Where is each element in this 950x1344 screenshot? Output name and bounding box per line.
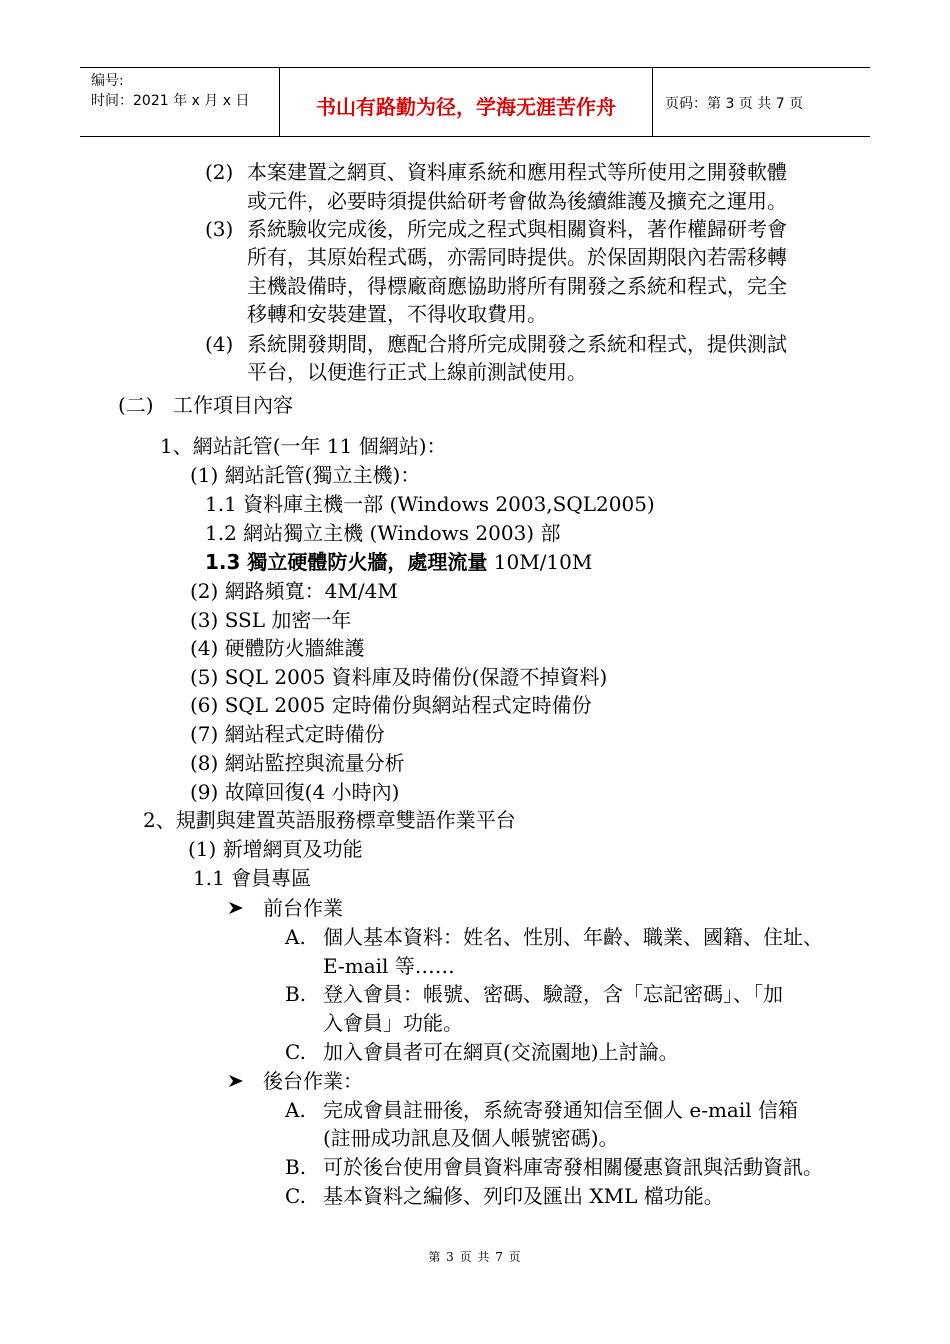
back-item-line: (註冊成功訊息及個人帳號密碼)。: [323, 1126, 619, 1150]
front-item-line: 個人基本資料：姓名、性別、年齡、職業、國籍、住址、: [323, 925, 823, 949]
item1-list-item: (5) SQL 2005 資料庫及時備份(保證不掉資料): [190, 665, 608, 689]
item2-sub1-1: 1.1 會員專區: [193, 866, 312, 890]
back-item-label: A.: [285, 1098, 306, 1122]
front-item-line: E-mail 等……: [323, 954, 455, 978]
back-item-line: 可於後台使用會員資料庫寄發相關優惠資訊與活動資訊。: [323, 1155, 823, 1179]
intro-item-line: 移轉和安裝建置，不得收取費用。: [247, 302, 547, 326]
number-label: 编号:: [91, 73, 124, 89]
intro-item-line: 或元件，必要時須提供給研考會做為後續維護及擴充之運用。: [247, 189, 787, 213]
time-label: 时间：2021 年 x 月 x 日: [91, 93, 250, 109]
item1-list-item: (2) 網路頻寬：4M/4M: [190, 579, 398, 603]
item1-list-item: (9) 故障回復(4 小時內): [190, 780, 400, 804]
section-label: (二): [118, 393, 154, 417]
item1-sub1-item: 1.2 網站獨立主機 (Windows 2003) 部: [205, 521, 561, 545]
item1-sub1-item: 1.1 資料庫主機一部 (Windows 2003,SQL2005): [205, 492, 655, 516]
page-footer: 第 3 页 共 7 页: [428, 1250, 522, 1264]
item1-list-item: (8) 網站監控與流量分析: [190, 751, 405, 775]
intro-item-label: (4): [205, 332, 234, 356]
intro-item-line: 系統驗收完成後，所完成之程式與相關資料，著作權歸研考會: [247, 217, 787, 241]
front-item-label: A.: [285, 925, 306, 949]
page-header: [80, 67, 870, 137]
back-item-label: B.: [285, 1155, 307, 1179]
intro-item-label: (2): [205, 160, 234, 184]
back-item-label: C.: [285, 1184, 306, 1208]
header-page-label: 页码：第 3 页 共 7 页: [665, 96, 804, 112]
intro-item-line: 本案建置之網頁、資料庫系統和應用程式等所使用之開發軟體: [247, 160, 787, 184]
intro-item-line: 系統開發期間，應配合將所完成開發之系統和程式，提供測試: [247, 332, 787, 356]
front-item-line: 加入會員者可在網頁(交流園地)上討論。: [323, 1040, 679, 1064]
item1-list-item: (3) SSL 加密一年: [190, 608, 352, 632]
front-item-line: 入會員」功能。: [323, 1011, 463, 1035]
item1-title: 1、網站託管(一年 11 個網站)：: [160, 434, 447, 458]
front-item-label: B.: [285, 982, 307, 1006]
item1-sub1-item3-rest: 10M/10M: [487, 550, 593, 574]
arrow-bullet-icon: [228, 901, 244, 915]
item1-list-item: (4) 硬體防火牆維護: [190, 636, 365, 660]
intro-item-line: 所有，其原始程式碼，亦需同時提供。於保固期限內若需移轉: [247, 245, 787, 269]
front-item-line: 登入會員：帳號、密碼、驗證，含「忘記密碼」、「加: [323, 982, 783, 1006]
back-item-line: 基本資料之編修、列印及匯出 XML 檔功能。: [323, 1184, 724, 1208]
arrow-bullet-icon: [228, 1074, 244, 1088]
item2-title: 2、規劃與建置英語服務標章雙語作業平台: [143, 808, 516, 832]
section-title: 工作項目內容: [173, 393, 293, 417]
intro-item-line: 主機設備時，得標廠商應協助將所有開發之系統和程式，完全: [247, 274, 787, 298]
item1-list-item: (6) SQL 2005 定時備份與網站程式定時備份: [190, 693, 592, 717]
front-title: 前台作業: [263, 896, 343, 920]
back-item-line: 完成會員註冊後，系統寄發通知信至個人 e-mail 信箱: [323, 1098, 798, 1122]
back-title: 後台作業：: [263, 1069, 363, 1093]
item1-list-item: (7) 網站程式定時備份: [190, 722, 385, 746]
item2-sub1: (1) 新增網頁及功能: [188, 837, 363, 861]
intro-item-line: 平台，以便進行正式上線前測試使用。: [247, 360, 587, 384]
item1-sub1-title: (1) 網站託管(獨立主機)：: [190, 463, 421, 487]
intro-item-label: (3): [205, 217, 234, 241]
item1-sub1-item: [205, 548, 592, 576]
header-motto: 书山有路勤为径，学海无涯苦作舟: [280, 68, 653, 136]
item1-sub1-item3-bold: 1.3 獨立硬體防火牆，處理流量: [205, 550, 488, 574]
front-item-label: C.: [285, 1040, 306, 1064]
header-meta: [80, 68, 280, 136]
